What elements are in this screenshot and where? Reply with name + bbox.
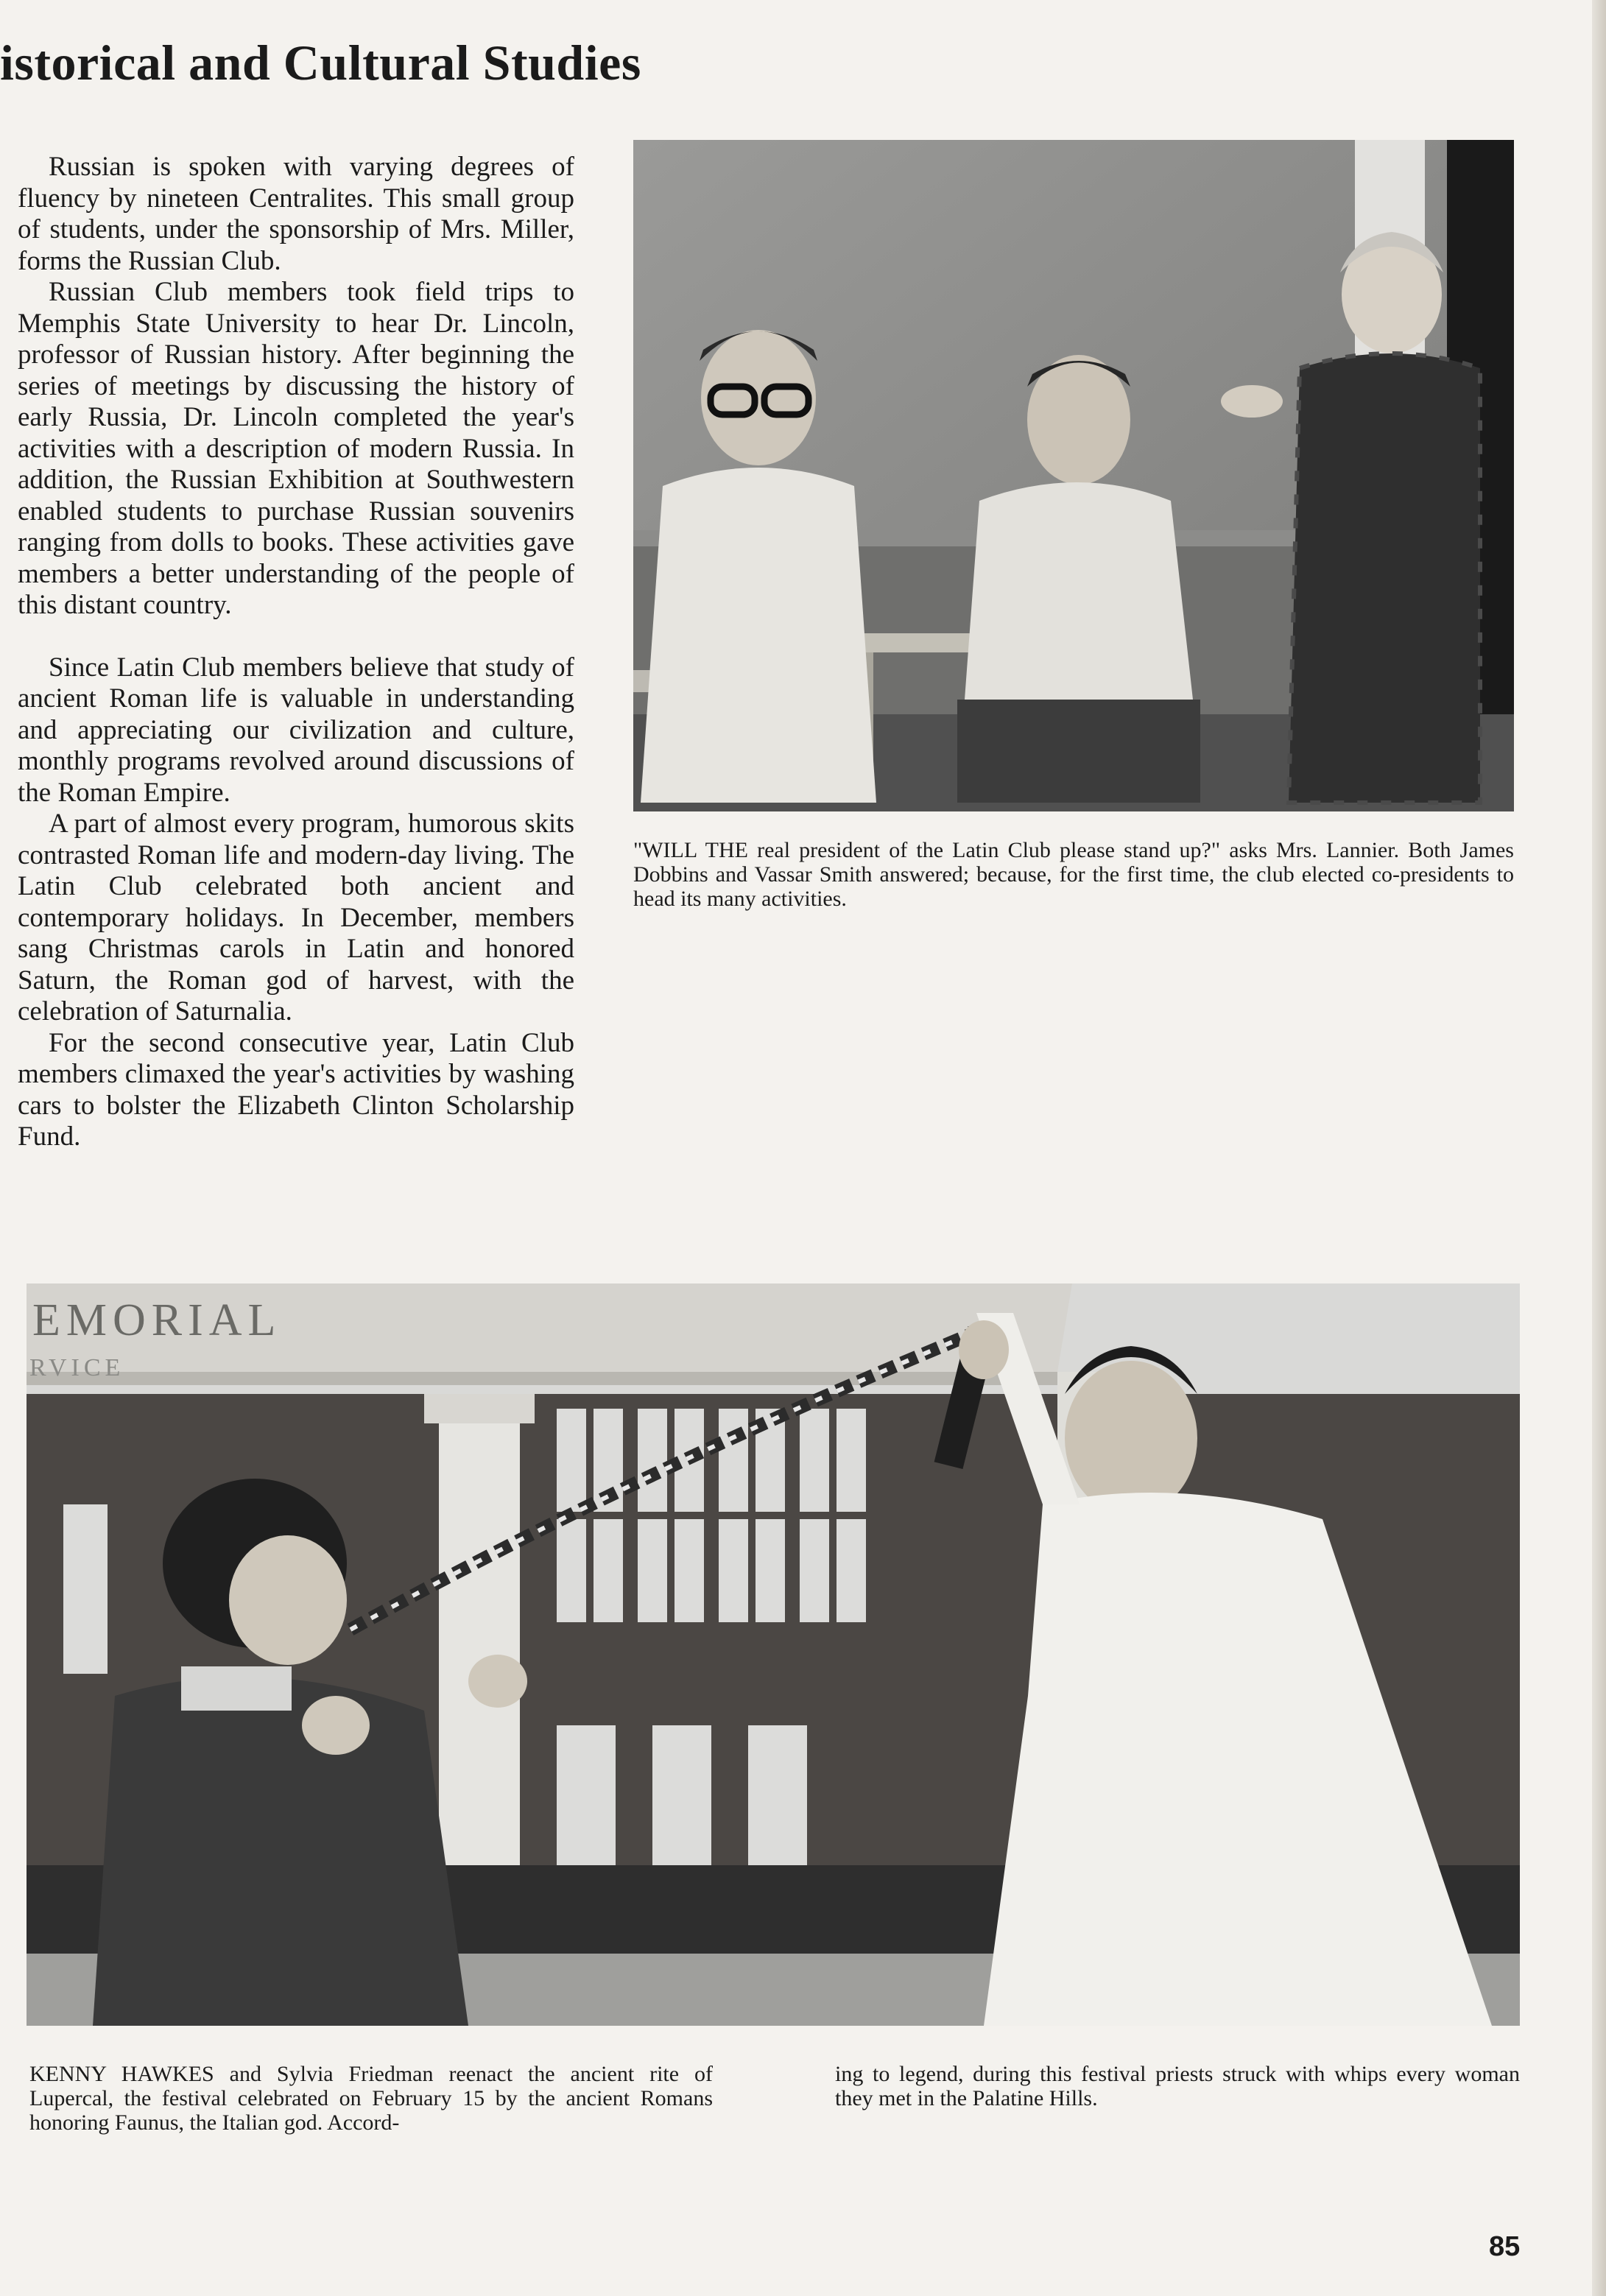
memorial-sign-text: EMORIAL (32, 1295, 282, 1345)
paragraph-latin-intro: Since Latin Club members believe that study of ancient Roman life is valuable in understanding and appreciating our civilization and culture, monthly programs revolved around discussions of the Roman Empire. (18, 652, 574, 808)
caption-latin-club (633, 838, 1514, 911)
paragraph-russian-intro: Russian is spoken with varying degrees of fluency by nineteen Centralites. This small group of students, under the sponsorship of Mrs. Miller, forms the Russian Club. (18, 152, 574, 276)
latin-club-photo (633, 140, 1514, 811)
caption-text: real president of the Latin Club please stand up?" asks Mrs. Lannier. Both James Dobbins and Vassar Smith answered; because, for the first time, the club elected co-presidents to head its many activities. (633, 838, 1514, 911)
caption-lead: "WILL THE (633, 838, 748, 862)
photo-image (27, 1283, 1520, 2026)
page-edge (1592, 0, 1606, 2296)
article-body (18, 152, 574, 1153)
paragraph-latin-skits: A part of almost every program, humorous skits contrasted Roman life and modern-day living. The Latin Club celebrated both ancient and contemporary holidays. In December, members sang Christmas carols in Latin and honored Saturn, the Roman god of harvest, with the celebration of Saturnalia. (18, 809, 574, 1026)
caption-lead: KENNY HAWKES (29, 2062, 214, 2086)
caption-lupercal-left (29, 2062, 713, 2135)
page-title: istorical and Cultural Studies (0, 35, 641, 91)
paragraph-latin-carwash: For the second consecutive year, Latin Club members climaxed the year's activities by washing cars to bolster the Elizabeth Clinton Scholarship Fund. (18, 1027, 574, 1152)
page-number: 85 (1489, 2231, 1521, 2262)
service-sign-text: RVICE (29, 1354, 125, 1381)
paragraph-russian-trips: Russian Club members took field trips to Memphis State University to hear Dr. Lincoln, professor of Russian history. After beginning the series of meetings by discussing the history of early Russia, Dr. Lincoln completed the year's activities with a description of modern Russia. In addition, the Russian Exhibition at Southwestern enabled students to purchase Russian souvenirs ranging from dolls to books. These activities gave members a better understanding of the people of this distant country. (18, 277, 574, 620)
photo-image (633, 140, 1514, 811)
caption-text: and Sylvia Friedman reenact the ancient rite of Lupercal, the festival celebrated on February 15 by the ancient Romans honoring Faunus, the Italian god. Accord- (29, 2062, 714, 2135)
caption-lupercal-right: ing to legend, during this festival priests struck with whips every woman they met in the Palatine Hills. (835, 2062, 1520, 2110)
lupercal-photo (27, 1283, 1520, 2026)
